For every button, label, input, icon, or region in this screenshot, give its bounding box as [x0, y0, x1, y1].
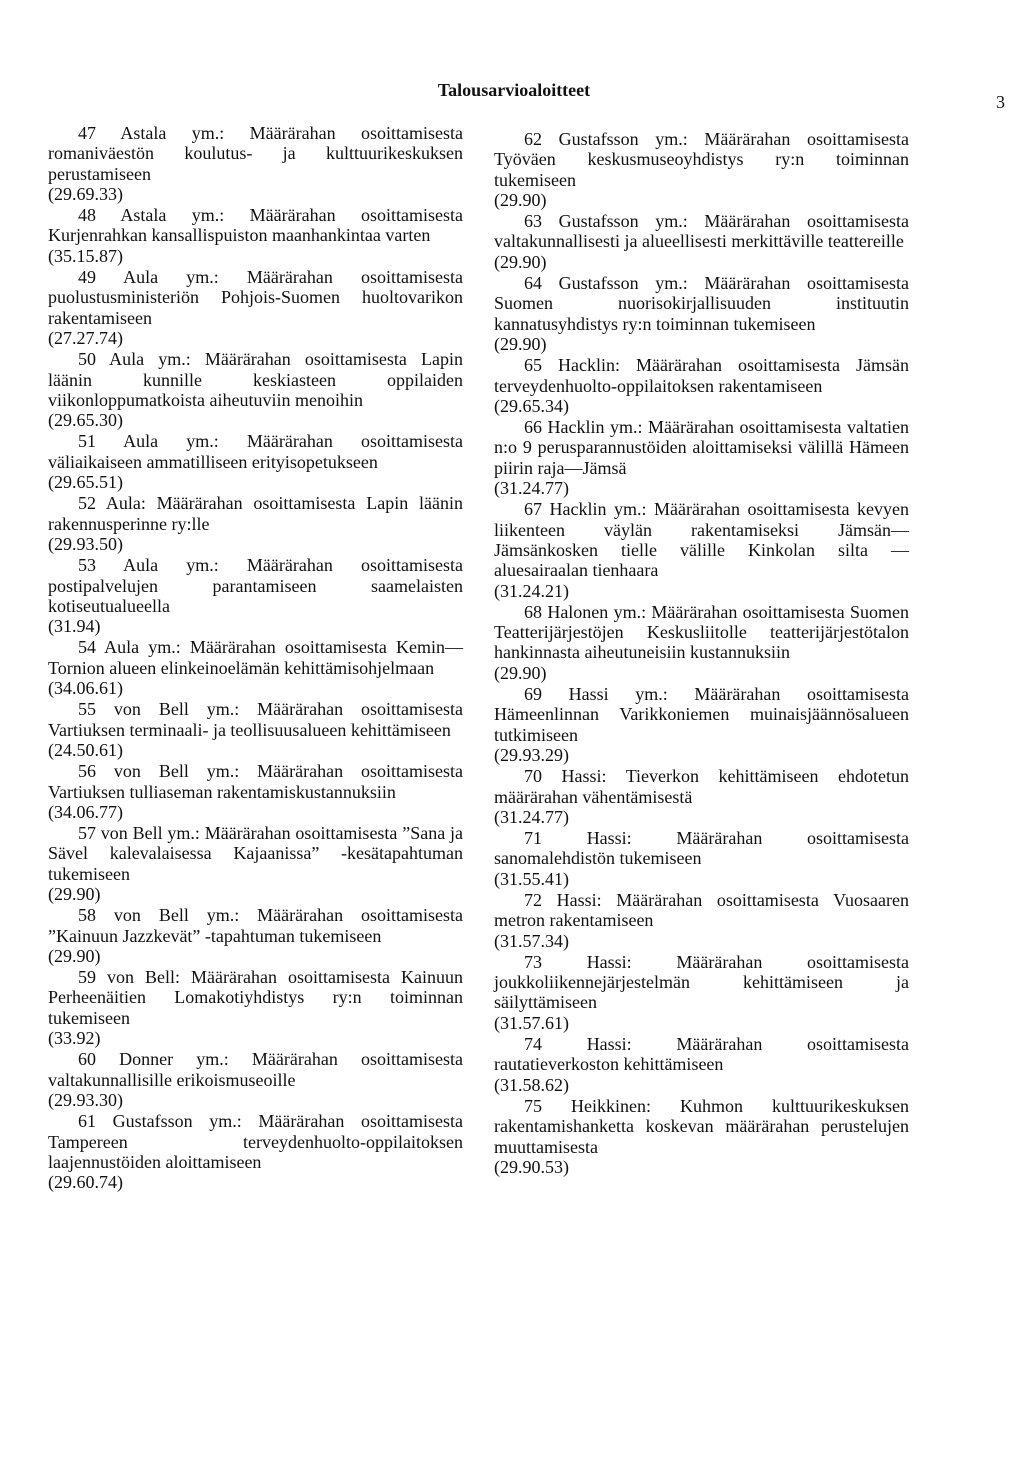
motion-text: 49 Aula ym.: Määrärahan osoittamisesta puolustusministeriön Pohjois-Suomen huoltovarikon rakentamiseen [48, 267, 463, 328]
budget-item-code: (29.93.29) [494, 744, 569, 765]
motion-entry [48, 699, 463, 760]
motion-text: 53 Aula ym.: Määrärahan osoittamisesta postipalvelujen parantamiseen saamelaisten kotiseutualueella [48, 555, 463, 616]
motion-text: 51 Aula ym.: Määrärahan osoittamisesta väliaikaiseen ammatilliseen erityisopetukseen [48, 431, 463, 472]
budget-item-code: (27.27.74) [48, 327, 123, 348]
motion-entry [494, 499, 909, 600]
motion-entry [48, 349, 463, 430]
budget-item-code: (34.06.61) [48, 678, 123, 699]
left-column [48, 123, 463, 1193]
motion-text: 58 von Bell ym.: Määrärahan osoittamisesta ”Kainuun Jazzkevät” -tapahtuman tukemiseen [48, 905, 463, 946]
motion-text: 47 Astala ym.: Määrärahan osoittamisesta romaniväestön koulutus- ja kulttuurikeskuksen perustamiseen [48, 123, 463, 184]
budget-item-code: (24.50.61) [48, 739, 123, 760]
motion-entry [48, 555, 463, 636]
budget-item-code: (31.24.77) [494, 478, 569, 499]
budget-item-code: (29.90) [494, 251, 547, 272]
motion-entry [48, 1049, 463, 1110]
budget-item-code: (29.90) [494, 333, 547, 354]
motion-text: 48 Astala ym.: Määrärahan osoittamisesta Kurjenrahkan kansallispuiston maanhankintaa varten [48, 205, 463, 246]
budget-item-code: (31.55.41) [494, 868, 569, 889]
motion-entry [48, 431, 463, 492]
budget-item-code: (29.65.30) [48, 410, 123, 431]
motion-text: 69 Hassi ym.: Määrärahan osoittamisesta Hämeenlinnan Varikkoniemen muinaisjäännösalueen tutkimiseen [494, 684, 909, 745]
motion-entry [48, 123, 463, 204]
motion-entry [48, 1111, 463, 1192]
budget-item-code: (29.90.53) [494, 1156, 569, 1177]
motion-text: 70 Hassi: Tieverkon kehittämiseen ehdotetun määrärahan vähentämisestä [494, 766, 909, 807]
motion-entry [494, 355, 909, 416]
motion-entry [494, 766, 909, 827]
motion-text: 52 Aula: Määrärahan osoittamisesta Lapin läänin rakennusperinne ry:lle [48, 493, 463, 534]
motion-entry [48, 637, 463, 698]
budget-item-code: (29.90) [48, 945, 101, 966]
motion-text: 74 Hassi: Määrärahan osoittamisesta rautatieverkoston kehittämiseen [494, 1034, 909, 1075]
budget-item-code: (31.24.77) [494, 806, 569, 827]
budget-item-code: (31.57.34) [494, 930, 569, 951]
budget-item-code: (29.90) [494, 662, 547, 683]
motion-entry [48, 823, 463, 904]
motion-entry [494, 273, 909, 354]
budget-item-code: (31.58.62) [494, 1074, 569, 1095]
motion-entry [48, 761, 463, 822]
motion-entry [494, 1034, 909, 1095]
motion-text: 55 von Bell ym.: Määrärahan osoittamisesta Vartiuksen terminaali- ja teollisuusalueen kehittämiseen [48, 699, 463, 740]
motion-text: 62 Gustafsson ym.: Määrärahan osoittamisesta Työväen keskusmuseoyhdistys ry:n toiminnan tukemiseen [494, 129, 909, 190]
motion-text: 66 Hacklin ym.: Määrärahan osoittamisesta valtatien n:o 9 perusparannustöiden aloittamiseksi välillä Hämeen piirin raja—Jämsä [494, 417, 909, 478]
motion-entry [494, 890, 909, 951]
budget-item-code: (35.15.87) [48, 245, 123, 266]
running-header [0, 80, 1024, 101]
motion-entry [48, 205, 463, 266]
motion-text: 67 Hacklin ym.: Määrärahan osoittamisesta kevyen liikenteen väylän rakentamiseksi Jämsän—Jämsänkosken tielle välille Kinkolan silta — aluesairaalan tienhaara [494, 499, 909, 581]
budget-item-code: (33.92) [48, 1028, 101, 1049]
motion-text: 61 Gustafsson ym.: Määrärahan osoittamisesta Tampereen terveydenhuolto-oppilaitoksen laajennustöiden aloittamiseen [48, 1111, 463, 1172]
budget-item-code: (29.69.33) [48, 183, 123, 204]
budget-item-code: (29.93.30) [48, 1089, 123, 1110]
budget-item-code: (29.93.50) [48, 533, 123, 554]
motion-entry [494, 417, 909, 498]
motion-text: 56 von Bell ym.: Määrärahan osoittamisesta Vartiuksen tulliaseman rakentamiskustannuksiin [48, 761, 463, 802]
right-column [494, 129, 909, 1178]
motion-entry [494, 602, 909, 683]
motion-text: 64 Gustafsson ym.: Määrärahan osoittamisesta Suomen nuorisokirjallisuuden instituutin kannatusyhdistys ry:n toiminnan tukemiseen [494, 273, 909, 334]
motion-text: 63 Gustafsson ym.: Määrärahan osoittamisesta valtakunnallisesti ja alueellisesti merkittäville teattereille [494, 211, 909, 252]
motion-entry [494, 684, 909, 765]
motion-text: 50 Aula ym.: Määrärahan osoittamisesta Lapin läänin kunnille keskiasteen oppilaiden viikonloppumatkoista aiheutuviin menoihin [48, 349, 463, 410]
budget-item-code: (29.65.51) [48, 472, 123, 493]
motion-entry [494, 211, 909, 272]
motion-text: 65 Hacklin: Määrärahan osoittamisesta Jämsän terveydenhuolto-oppilaitoksen rakentamiseen [494, 355, 909, 396]
budget-item-code: (31.94) [48, 616, 101, 637]
budget-item-code: (29.90) [48, 883, 101, 904]
motion-text: 57 von Bell ym.: Määrärahan osoittamisesta ”Sana ja Sävel kalevalaisessa Kajaanissa” -kesätapahtuman tukemiseen [48, 823, 463, 884]
budget-item-code: (29.60.74) [48, 1172, 123, 1193]
motion-entry [48, 493, 463, 554]
budget-item-code: (34.06.77) [48, 801, 123, 822]
motion-text: 54 Aula ym.: Määrärahan osoittamisesta Kemin—Tornion alueen elinkeinoelämän kehittämisohjelmaan [48, 637, 463, 678]
header-title: Talousarvioaloitteet [437, 80, 591, 100]
motion-text: 71 Hassi: Määrärahan osoittamisesta sanomalehdistön tukemiseen [494, 828, 909, 869]
motion-entry [48, 267, 463, 348]
motion-text: 75 Heikkinen: Kuhmon kulttuurikeskuksen rakentamishanketta koskevan määrärahan perustelujen muuttamisesta [494, 1095, 909, 1157]
budget-item-code: (31.57.61) [494, 1012, 569, 1033]
budget-item-code: (29.90) [494, 189, 547, 210]
motion-entry [48, 967, 463, 1048]
motion-text: 72 Hassi: Määrärahan osoittamisesta Vuosaaren metron rakentamiseen [494, 889, 909, 931]
motion-entry [494, 952, 909, 1033]
motion-text: 59 von Bell: Määrärahan osoittamisesta Kainuun Perheenäitien Lomakotiyhdistys ry:n toiminnan tukemiseen [48, 967, 463, 1028]
budget-item-code: (31.24.21) [494, 580, 569, 601]
motion-text: 68 Halonen ym.: Määrärahan osoittamisesta Suomen Teatterijärjestöjen Keskusliitolle teatterijärjestötalon hankinnasta aiheutuneisiin kustannuksiin [494, 601, 909, 663]
motion-text: 60 Donner ym.: Määrärahan osoittamisesta valtakunnallisille erikoismuseoille [48, 1049, 463, 1090]
motion-entry [48, 905, 463, 966]
page-number: 3 [996, 92, 1005, 112]
motion-entry [494, 828, 909, 889]
budget-item-code: (29.65.34) [494, 395, 569, 416]
motion-text: 73 Hassi: Määrärahan osoittamisesta joukkoliikennejärjestelmän kehittämiseen ja säilyttämiseen [494, 951, 909, 1013]
motion-entry [494, 1096, 909, 1177]
motion-entry [494, 129, 909, 210]
